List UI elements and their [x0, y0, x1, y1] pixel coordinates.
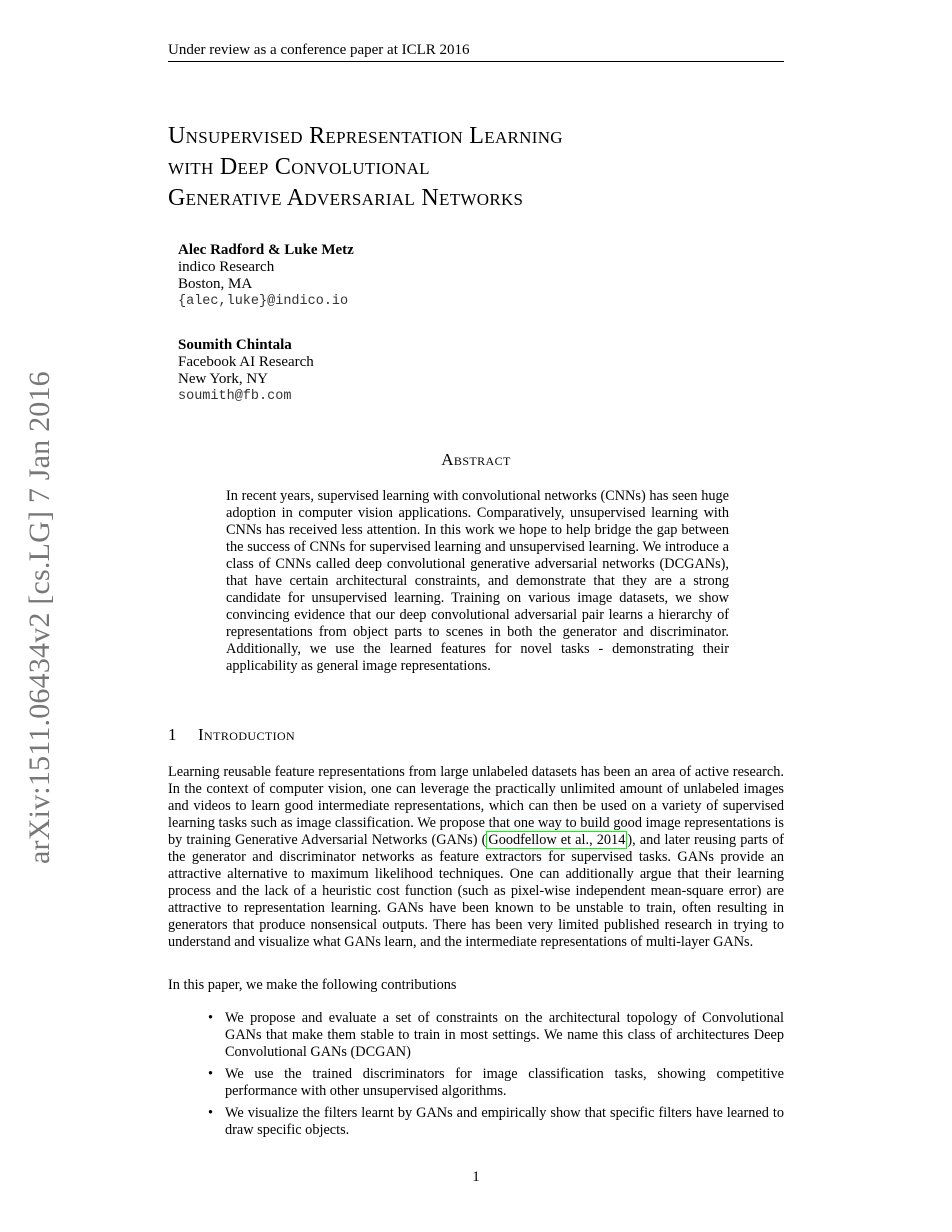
author-email[interactable]: soumith@fb.com [178, 389, 292, 404]
intro-text-before-citation: Learning reusable feature representations from large unlabeled datasets has been an area of active research. In the context of computer vision, one can leverage the practically unlimited amount of unlabeled images and videos to learn good intermediate representations, which can then be used on a variety of supervised learning tasks such as image classification. We propose that one way to build good image representations is by training Generative Adversarial Networks (GANs) ( [168, 764, 784, 848]
list-item [168, 1066, 784, 1100]
author-location: New York, NY [178, 371, 269, 387]
author-location: Boston, MA [178, 276, 253, 292]
paper-title [168, 121, 563, 214]
list-item [168, 1105, 784, 1139]
list-item [168, 1010, 784, 1061]
author-block-2 [178, 337, 314, 405]
abstract-body: In recent years, supervised learning with convolutional networks (CNNs) has seen huge adoption in computer vision applications. Comparatively, unsupervised learning with CNNs has received less attention. In this work we hope to help bridge the gap between the success of CNNs for supervised learning and unsupervised learning. We introduce a class of CNNs called deep convolutional generative adversarial networks (DCGANs), that have certain architectural constraints, and demonstrate that they are a strong candidate for unsupervised learning. Training on various image datasets, we show convincing evidence that our deep convolutional adversarial pair learns a hierarchy of representations from object parts to scenes in both the generator and discriminator. Additionally, we use the learned features for novel tasks - demonstrating their applicability as general image representations. [226, 488, 729, 674]
author-names: Soumith Chintala [178, 337, 292, 353]
introduction-paragraph [168, 764, 784, 951]
author-email[interactable]: {alec,luke}@indico.io [178, 294, 349, 309]
citation-link[interactable]: Goodfellow et al., 2014 [488, 832, 626, 848]
list-item-text: We visualize the filters learnt by GANs and empirically show that specific filters have learned to draw specific objects. [225, 1105, 784, 1138]
author-affiliation: Facebook AI Research [178, 354, 314, 370]
contributions-list [168, 1010, 784, 1144]
section-number: 1 [168, 725, 177, 744]
author-block-1 [178, 242, 354, 310]
bullet-icon: • [208, 1105, 214, 1121]
intro-text-after-citation: ), and later reusing parts of the generator and discriminator networks as feature extractors for supervised tasks. GANs provide an attractive alternative to maximum likelihood techniques. One can additionally argue that their learning process and the lack of a heuristic cost function (such as pixel-wise independent mean-square error) are attractive to representation learning. GANs have been known to be unstable to train, often resulting in generators that produce nonsensical outputs. There has been very limited published research in trying to understand and visualize what GANs learn, and the intermediate representations of multi-layer GANs. [168, 832, 784, 950]
title-line-3: Generative Adversarial Networks [168, 185, 524, 211]
section-title: Introduction [198, 725, 296, 744]
running-head: Under review as a conference paper at ICLR 2016 [168, 42, 470, 58]
section-heading-introduction [168, 725, 295, 745]
abstract-heading: Abstract [441, 450, 511, 469]
bullet-icon: • [208, 1010, 214, 1026]
author-names: Alec Radford & Luke Metz [178, 242, 354, 258]
header-rule [168, 61, 784, 62]
page-number: 1 [472, 1169, 480, 1185]
bullet-icon: • [208, 1066, 214, 1082]
arxiv-identifier-stamp: arXiv:1511.06434v2 [cs.LG] 7 Jan 2016 [23, 371, 56, 864]
contributions-lead: In this paper, we make the following contributions [168, 977, 457, 993]
author-affiliation: indico Research [178, 259, 275, 275]
title-line-1: Unsupervised Representation Learning [168, 123, 563, 149]
list-item-text: We use the trained discriminators for image classification tasks, showing competitive performance with other unsupervised algorithms. [225, 1066, 784, 1099]
title-line-2: with Deep Convolutional [168, 154, 430, 180]
list-item-text: We propose and evaluate a set of constraints on the architectural topology of Convolutional GANs that make them stable to train in most settings. We name this class of architectures Deep Convolutional GANs (DCGAN) [225, 1010, 784, 1060]
